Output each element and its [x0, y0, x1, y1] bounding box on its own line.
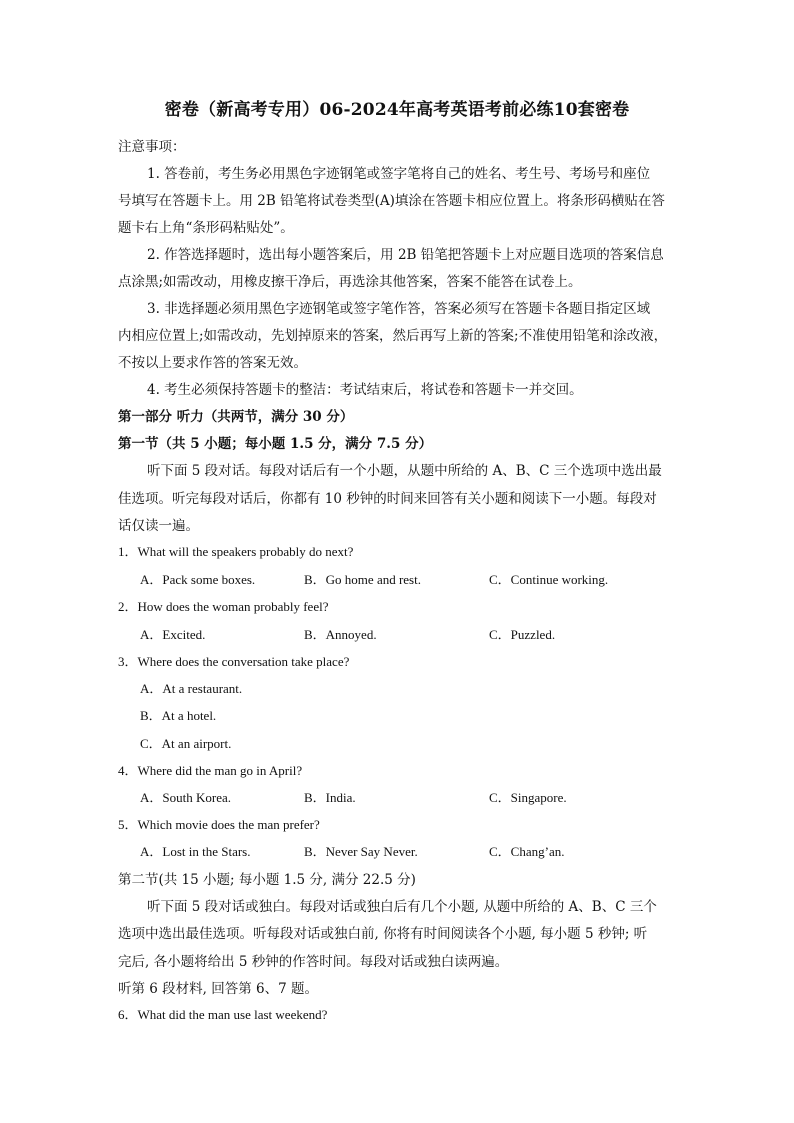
option-c: C．Chang’an.: [489, 844, 565, 859]
option-a: A．Excited.: [140, 627, 206, 642]
notice-line: 1. 答卷前，考生务必用黑色字迹钢笔或签字笔将自己的姓名、考生号、考场号和座位: [147, 166, 651, 182]
section1-instruction: 话仅读一遍。: [118, 518, 199, 534]
page-title: 密卷（新高考专用）06-2024年高考英语考前必练10套密卷: [164, 100, 630, 120]
option-a: A．At a restaurant.: [140, 681, 243, 696]
question-2: 2．How does the woman probably feel?: [118, 599, 329, 614]
question-5: 5．Which movie does the man prefer?: [118, 817, 320, 832]
notice-line: 3. 非选择题必须用黑色字迹钢笔或签字笔作答，答案必须写在答题卡各题目指定区域: [147, 301, 651, 317]
notice-line: 题卡右上角“条形码粘贴处”。: [118, 220, 294, 236]
option-c: C．At an airport.: [140, 736, 232, 751]
option-a: A．South Korea.: [140, 790, 231, 805]
notice-line: 不按以上要求作答的答案无效。: [118, 355, 307, 371]
question-3: 3．Where does the conversation take place?: [118, 654, 350, 669]
material-note: 听第 6 段材料, 回答第 6、7 题。: [118, 981, 319, 997]
section2-instruction: 完后, 各小题将给出 5 秒钟的作答时间。每段对话或独白读两遍。: [118, 954, 509, 970]
question-4: 4．Where did the man go in April?: [118, 763, 303, 778]
question-6: 6．What did the man use last weekend?: [118, 1007, 328, 1022]
option-a: A．Pack some boxes.: [140, 572, 256, 587]
notice-line: 内相应位置上;如需改动，先划掉原来的答案，然后再写上新的答案;不准使用铅笔和涂改液，: [118, 328, 668, 344]
option-b: B．India.: [304, 790, 356, 805]
option-b: B．Never Say Never.: [304, 844, 418, 859]
section1-instruction: 佳选项。听完每段对话后，你都有 10 秒钟的时间来回答有关小题和阅读下一小题。每段对: [118, 491, 657, 507]
section1-heading: 第一节（共 5 小题；每小题 1.5 分，满分 7.5 分）: [118, 436, 433, 452]
section2-heading: 第二节(共 15 小题; 每小题 1.5 分, 满分 22.5 分): [118, 872, 416, 888]
notice-line: 2. 作答选择题时，选出每小题答案后，用 2B 铅笔把答题卡上对应题目选项的答案信息: [147, 247, 664, 263]
option-c: C．Puzzled.: [489, 627, 556, 642]
part1-heading: 第一部分 听力（共两节，满分 30 分）: [118, 409, 354, 425]
notice-line: 4. 考生必须保持答题卡的整洁：考试结束后，将试卷和答题卡一并交回。: [147, 382, 583, 398]
section1-instruction: 听下面 5 段对话。每段对话后有一个小题，从题中所给的 A、B、C 三个选项中选出最: [147, 463, 662, 479]
option-b: B．At a hotel.: [140, 708, 217, 723]
option-b: B．Annoyed.: [304, 627, 377, 642]
option-c: C．Singapore.: [489, 790, 567, 805]
section2-instruction: 听下面 5 段对话或独白。每段对话或独白后有几个小题, 从题中所给的 A、B、C 三个: [147, 899, 657, 915]
notice-line: 号填写在答题卡上。用 2B 铅笔将试卷类型(A)填涂在答题卡相应位置上。将条形码横贴在答: [118, 193, 665, 209]
option-c: C．Continue working.: [489, 572, 609, 587]
notice-heading: 注意事项：: [118, 139, 186, 155]
question-1: 1．What will the speakers probably do next?: [118, 544, 354, 559]
option-b: B．Go home and rest.: [304, 572, 421, 587]
notice-line: 点涂黑;如需改动，用橡皮擦干净后，再选涂其他答案，答案不能答在试卷上。: [118, 274, 582, 290]
option-a: A．Lost in the Stars.: [140, 844, 251, 859]
section2-instruction: 选项中选出最佳选项。听每段对话或独白前, 你将有时间阅读各个小题, 每小题 5 秒钟; 听: [118, 926, 648, 942]
